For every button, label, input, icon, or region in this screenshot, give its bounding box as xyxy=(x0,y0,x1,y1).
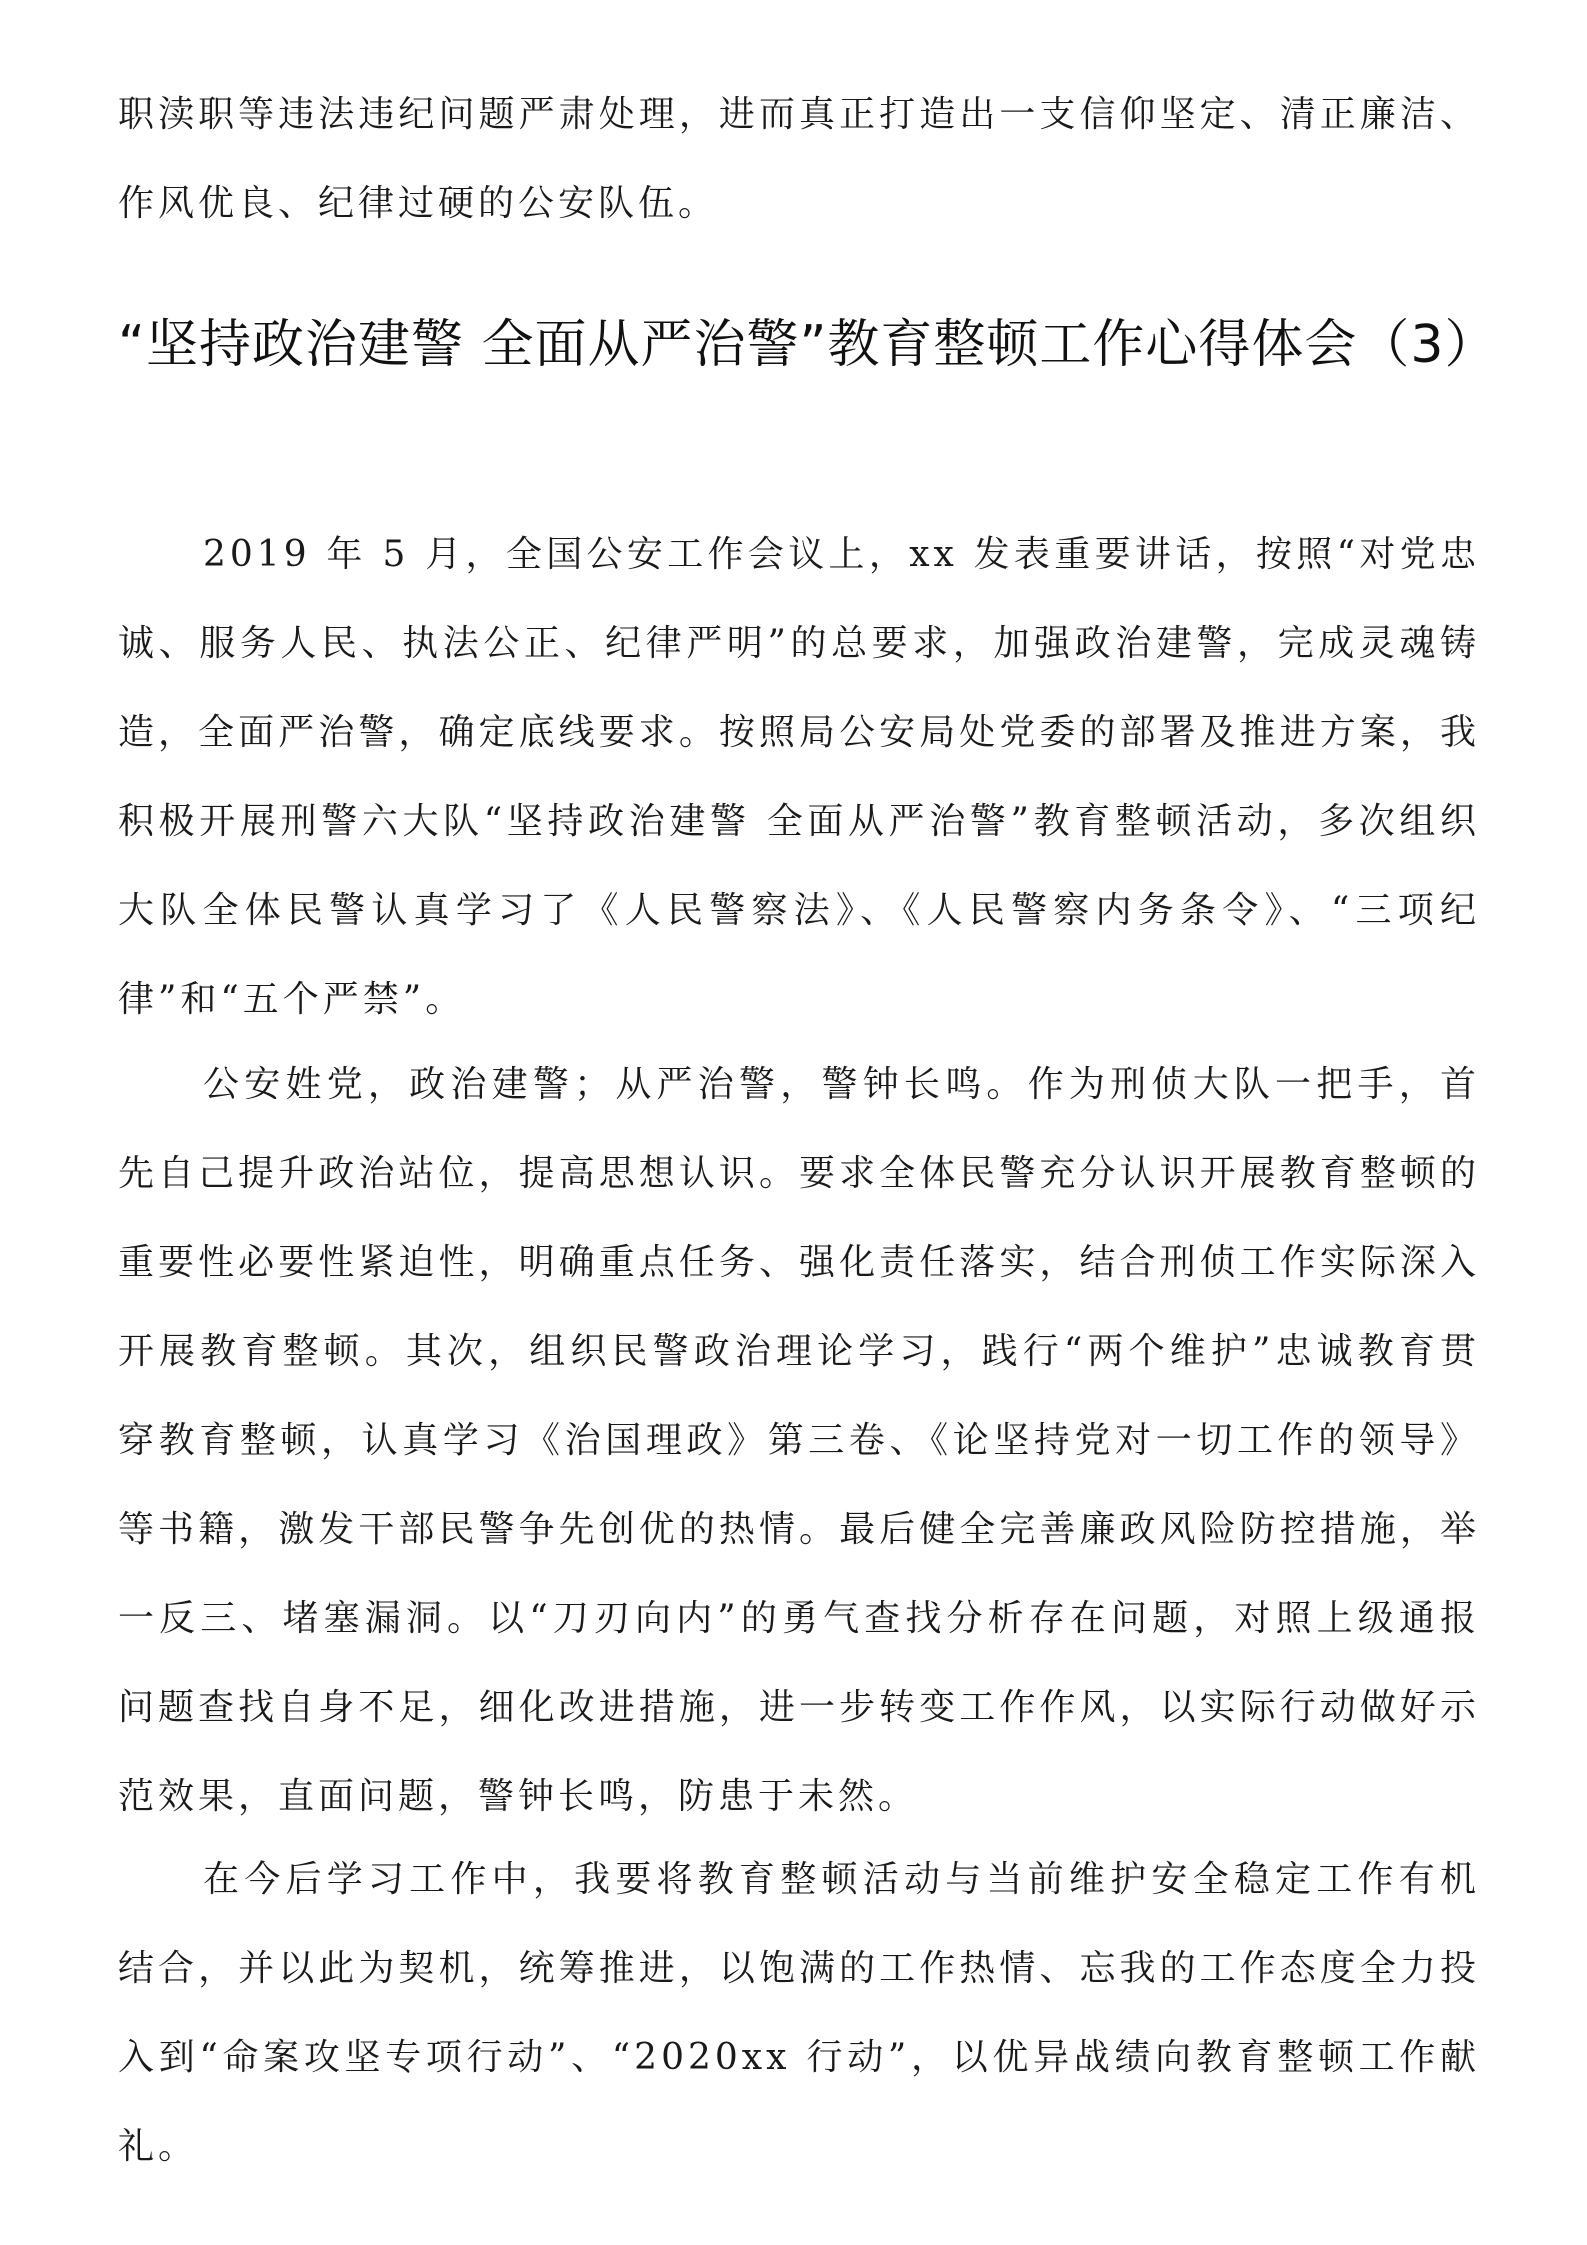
body-paragraph-2: 公安姓党，政治建警；从严治警，警钟长鸣。作为刑侦大队一把手，首先自己提升政治站位，提高思想认识。要求全体民警充分认识开展教育整顿的重要性必要性紧迫性，明确重点任务、强化责任落实，结合刑侦工作实际深入开展教育整顿。其次，组织民警政治理论学习，践行“两个维护”忠诚教育贯穿教育整顿，认真学习《治国理政》第三卷、《论坚持党对一切工作的领导》等书籍，激发干部民警争先创优的热情。最后健全完善廉政风险防控措施，举一反三、堵塞漏洞。以“刀刃向内”的勇气查找分析存在问题，对照上级通报问题查找自身不足，细化改进措施，进一步转变工作作风，以实际行动做好示范效果，直面问题，警钟长鸣，防患于未然。 xyxy=(118,1064,1480,1817)
document-title: “坚持政治建警 全面从严治警”教育整顿工作心得体会（3） xyxy=(118,315,1498,375)
lead-continuation-paragraph: 职渎职等违法违纪问题严肃处理，进而真正打造出一支信仰坚定、清正廉洁、作风优良、纪律过硬的公安队伍。 xyxy=(118,94,1480,224)
body-paragraph-3: 在今后学习工作中，我要将教育整顿活动与当前维护安全稳定工作有机结合，并以此为契机，统筹推进，以饱满的工作热情、忘我的工作态度全力投入到“命案攻坚专项行动”、“2020xx 行动”，以优异战绩向教育整顿工作献礼。 xyxy=(118,1859,1480,2167)
body-paragraph-1: 2019 年 5 月，全国公安工作会议上，xx 发表重要讲话，按照“对党忠诚、服务人民、执法公正、纪律严明”的总要求，加强政治建警，完成灵魂铸造，全面严治警，确定底线要求。按照局公安局处党委的部署及推进方案，我积极开展刑警六大队“坚持政治建警 全面从严治警”教育整顿活动，多次组织大队全体民警认真学习了《人民警察法》、《人民警察内务条令》、“三项纪律”和“五个严禁”。 xyxy=(118,534,1480,1020)
